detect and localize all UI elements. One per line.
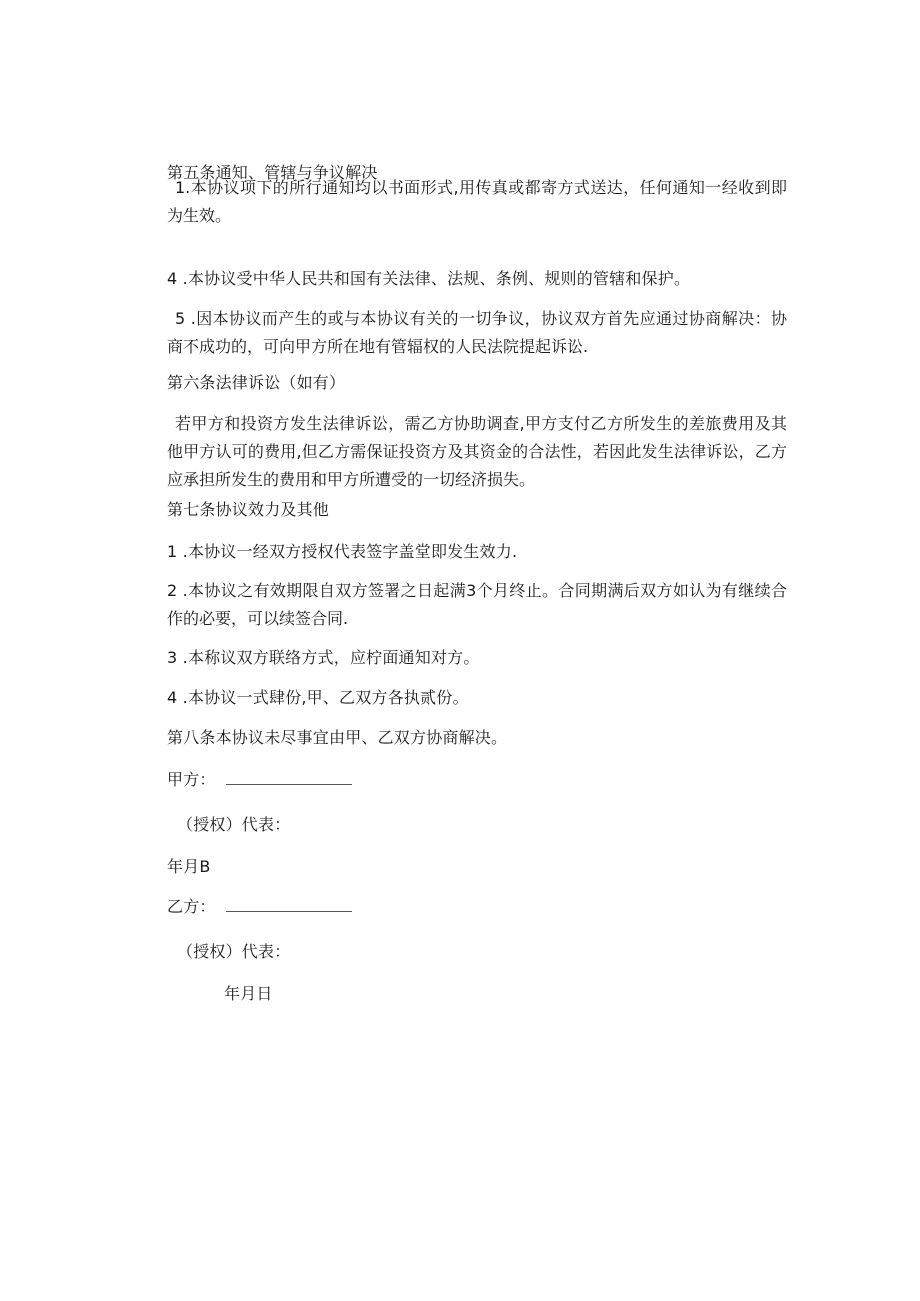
article6-heading: 第六条法律诉讼（如有） bbox=[167, 373, 346, 392]
article5-item5: 5 .因本协议而产生的或与本协议有关的一切争议，协议双方首先应通过协商解决：协商不成功的，可向甲方所在地有管辐权的人民法院提起诉讼. bbox=[167, 309, 787, 356]
article5-heading: 第五条通知、管辖与争议解决 bbox=[167, 163, 378, 182]
article7-item2: 2 .本协议之有效期限自双方签署之日起满3个月终止。合同期满后双方如认为有继续合作的必要，可以续签合同. bbox=[167, 581, 787, 628]
party-b-date: 年月日 bbox=[224, 984, 273, 1003]
party-a-date: 年月B bbox=[167, 857, 211, 876]
article5-item4: 4 .本协议受中华人民共和国有关法律、法规、条例、规则的管辖和保护。 bbox=[167, 269, 691, 288]
article5-item1: 1.本协议项下的所行通知均以书面形式,用传真或都寄方式送达，任何通知一经收到即为生效。 bbox=[167, 178, 787, 225]
article6-body: 若甲方和投资方发生法律诉讼，需乙方协助调查,甲方支付乙方所发生的差旅费用及其他甲方认可的费用,但乙方需保证投资方及其资金的合法性，若因此发生法律诉讼，乙方应承担所发生的费用和甲方所遭受的一切经济损失。 bbox=[167, 414, 787, 489]
party-b-representative: （授权）代表： bbox=[177, 942, 291, 961]
article7-item3: 3 .本称议双方联络方式，应柠面通知对方。 bbox=[167, 648, 480, 667]
article8-heading: 第八条本协议未尽事宜由甲、乙双方协商解决。 bbox=[167, 728, 508, 747]
party-b-line bbox=[167, 897, 352, 917]
article7-heading: 第七条协议效力及其他 bbox=[167, 500, 330, 519]
party-a-line bbox=[167, 770, 352, 790]
party-b-label: 乙方： bbox=[167, 897, 216, 916]
party-b-signature-blank bbox=[226, 897, 352, 912]
party-a-label: 甲方： bbox=[167, 770, 216, 789]
party-a-representative: （授权）代表： bbox=[177, 815, 291, 834]
article7-item4: 4 .本协议一式肆份,甲、乙双方各执贰份。 bbox=[167, 688, 469, 707]
article7-item1: 1 .本协议一经双方授权代表签字盖堂即发生效力. bbox=[167, 542, 518, 561]
party-a-signature-blank bbox=[226, 770, 352, 785]
